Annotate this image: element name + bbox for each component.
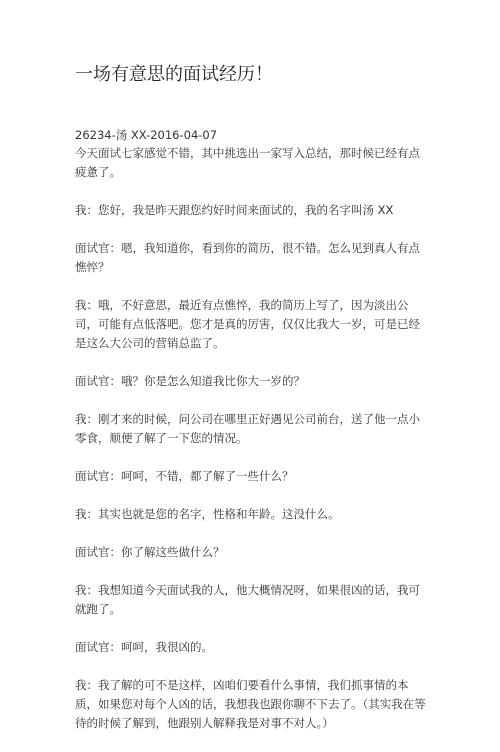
paragraph: 面试官：嗯，我知道你，看到你的简历，很不错。怎么见到真人有点憔悴？ xyxy=(75,241,420,274)
paragraph: 今天面试七家感觉不错，其中挑选出一家写入总结，那时候已经有点疲惫了。 xyxy=(75,146,420,179)
paragraph: 面试官：呵呵，不错，都了解了一些什么？ xyxy=(75,469,294,483)
paragraph: 我：我了解的可不是这样，凶咱们要看什么事情，我们抓事情的本质，如果您对每个人凶的话，我想我也跟你聊不下去了。（其实我在等待的时候了解到，他跟别人解释我是对事不对人。） xyxy=(75,678,426,730)
document-meta: 26234-汤 XX-2016-04-07 xyxy=(75,128,218,142)
paragraph: 面试官：呵呵，我很凶的。 xyxy=(75,640,213,654)
paragraph: 我：我想知道今天面试我的人，他大概情况呀，如果很凶的话，我可就跑了。 xyxy=(75,583,420,616)
paragraph: 我：您好，我是昨天跟您约好时间来面试的，我的名字叫汤 XX xyxy=(75,203,394,217)
document-body xyxy=(75,127,430,752)
paragraph: 面试官：你了解这些做什么？ xyxy=(75,545,225,559)
paragraph: 我：其实也就是您的名字，性格和年龄。这没什么。 xyxy=(75,507,340,521)
document-title: 一场有意思的面试经历！ xyxy=(75,64,273,85)
paragraph: 我：刚才来的时候，问公司在哪里正好遇见公司前台，送了他一点小零食，顺便了解了一下您的情况。 xyxy=(75,412,420,445)
paragraph: 我：哦，不好意思，最近有点憔悴，我的简历上写了，因为淡出公司，可能有点低落吧。您才是真的厉害，仅仅比我大一岁，可是已经是这么大公司的营销总监了。 xyxy=(75,298,420,350)
paragraph: 面试官：哦？你是怎么知道我比你大一岁的？ xyxy=(75,374,305,388)
